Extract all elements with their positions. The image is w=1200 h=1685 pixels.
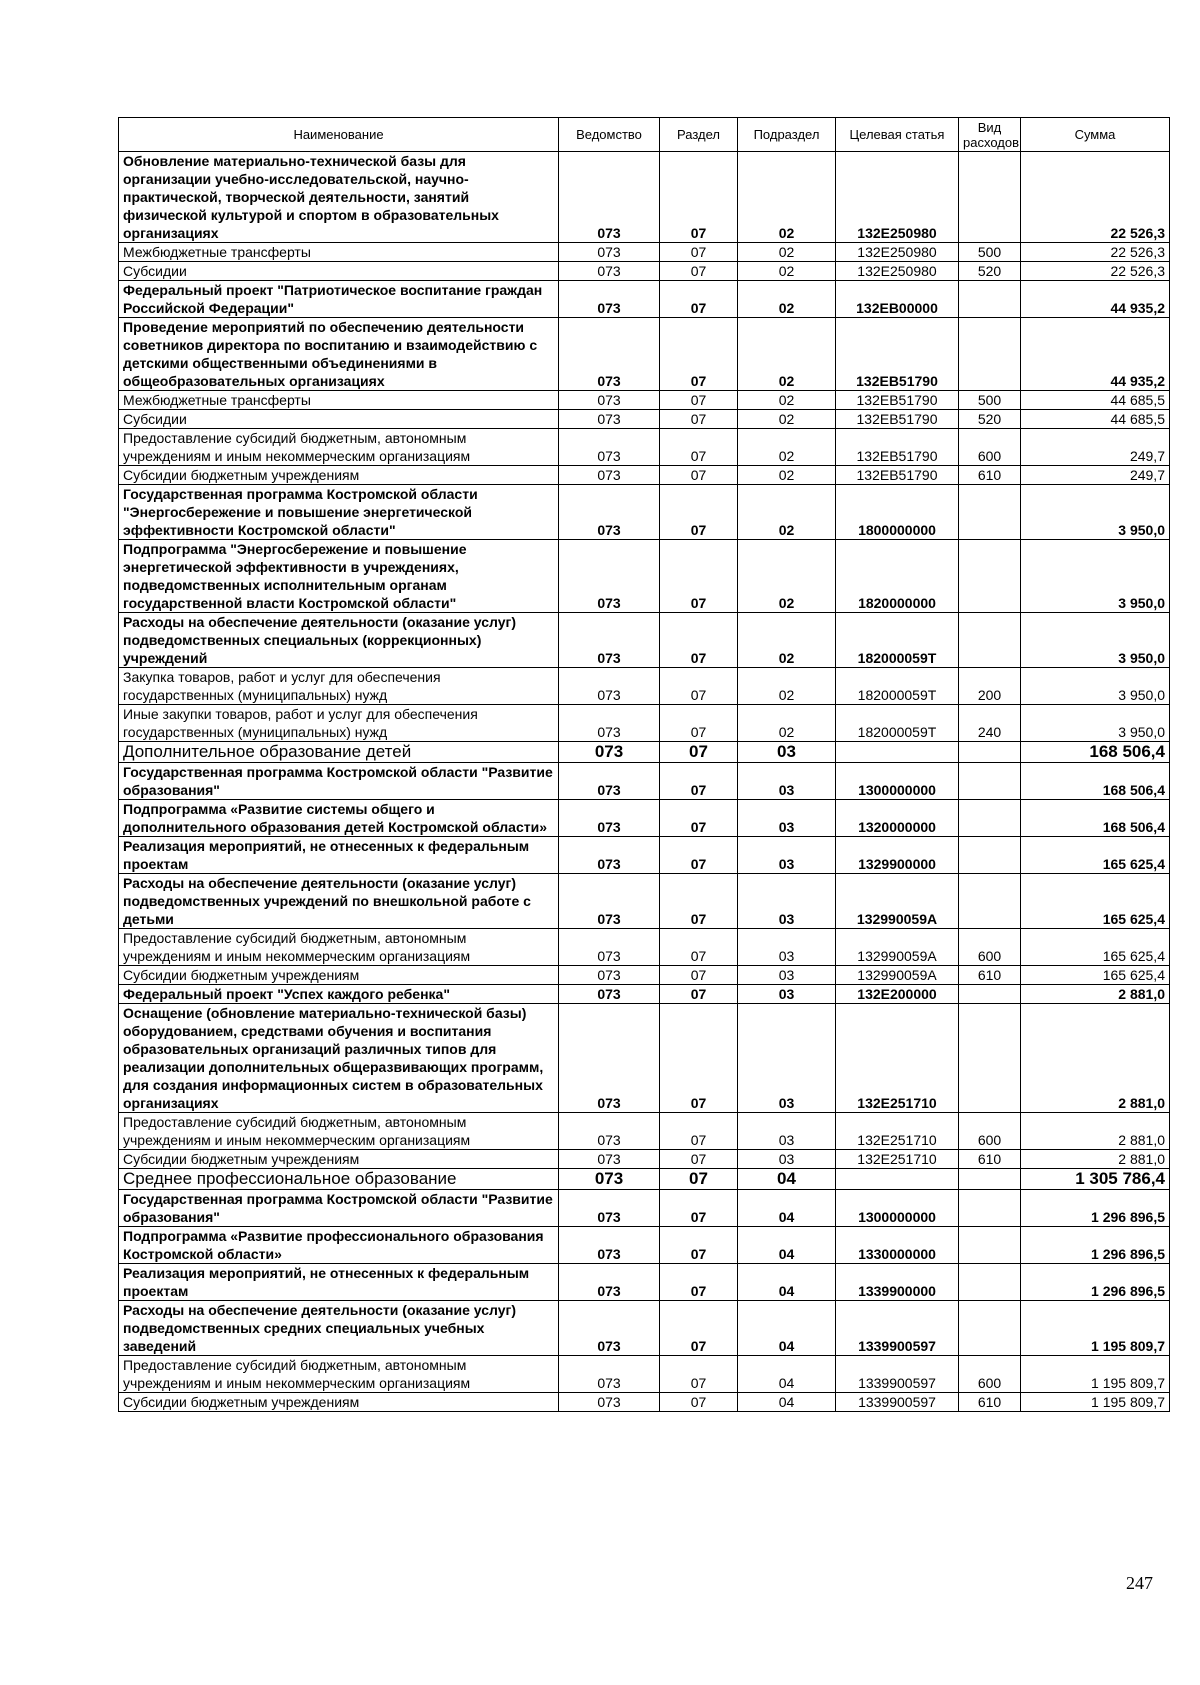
cell-name: Реализация мероприятий, не отнесенных к федеральным проектам: [119, 1264, 559, 1301]
cell-vedomstvo: 073: [559, 1113, 660, 1150]
cell-podrazdel: 02: [738, 318, 836, 391]
cell-podrazdel: 02: [738, 391, 836, 410]
cell-name: Государственная программа Костромской области "Энергосбережение и повышение энергетической эффективности Костромской области": [119, 485, 559, 540]
cell-summa: 3 950,0: [1021, 485, 1170, 540]
cell-name: Субсидии бюджетным учреждениям: [119, 966, 559, 985]
cell-name: Межбюджетные трансферты: [119, 243, 559, 262]
header-razdel: Раздел: [660, 118, 738, 152]
cell-name: Субсидии: [119, 262, 559, 281]
cell-podrazdel: 02: [738, 485, 836, 540]
cell-vedomstvo: 073: [559, 1150, 660, 1169]
table-row: [119, 243, 1170, 262]
cell-razdel: 07: [660, 1150, 738, 1169]
cell-celevaya-statya: 132EB51790: [836, 410, 959, 429]
cell-summa: 165 625,4: [1021, 837, 1170, 874]
table-row: [119, 410, 1170, 429]
cell-vedomstvo: 073: [559, 1227, 660, 1264]
table-row: [119, 742, 1170, 763]
table-row: [119, 1301, 1170, 1356]
cell-summa: 1 305 786,4: [1021, 1169, 1170, 1190]
cell-vid-rashodov: [959, 281, 1021, 318]
cell-podrazdel: 03: [738, 837, 836, 874]
cell-celevaya-statya: 132990059А: [836, 874, 959, 929]
table-row: [119, 1113, 1170, 1150]
cell-vid-rashodov: [959, 613, 1021, 668]
cell-summa: 168 506,4: [1021, 800, 1170, 837]
cell-celevaya-statya: 132EB51790: [836, 318, 959, 391]
cell-summa: 2 881,0: [1021, 1004, 1170, 1113]
table-row: [119, 668, 1170, 705]
cell-vedomstvo: 073: [559, 1356, 660, 1393]
cell-podrazdel: 02: [738, 262, 836, 281]
cell-celevaya-statya: 132E250980: [836, 152, 959, 243]
cell-name: Расходы на обеспечение деятельности (оказание услуг) подведомственных учреждений по внешкольной работе с детьми: [119, 874, 559, 929]
cell-summa: 1 296 896,5: [1021, 1227, 1170, 1264]
cell-summa: 1 296 896,5: [1021, 1190, 1170, 1227]
cell-vedomstvo: 073: [559, 613, 660, 668]
cell-vedomstvo: 073: [559, 391, 660, 410]
cell-celevaya-statya: 132990059А: [836, 966, 959, 985]
cell-celevaya-statya: 1339900597: [836, 1393, 959, 1412]
cell-podrazdel: 02: [738, 410, 836, 429]
cell-podrazdel: 03: [738, 1150, 836, 1169]
cell-podrazdel: 03: [738, 966, 836, 985]
cell-name: Федеральный проект "Успех каждого ребенка": [119, 985, 559, 1004]
cell-name: Предоставление субсидий бюджетным, автономным учреждениям и иным некоммерческим организациям: [119, 929, 559, 966]
cell-podrazdel: 03: [738, 929, 836, 966]
cell-name: Субсидии бюджетным учреждениям: [119, 1150, 559, 1169]
table-row: [119, 1227, 1170, 1264]
cell-podrazdel: 02: [738, 466, 836, 485]
cell-podrazdel: 03: [738, 1113, 836, 1150]
cell-summa: 3 950,0: [1021, 705, 1170, 742]
cell-vid-rashodov: 520: [959, 262, 1021, 281]
cell-vid-rashodov: [959, 1190, 1021, 1227]
cell-vedomstvo: 073: [559, 410, 660, 429]
table-row: [119, 1264, 1170, 1301]
cell-celevaya-statya: 182000059Т: [836, 705, 959, 742]
cell-razdel: 07: [660, 874, 738, 929]
table-row: [119, 318, 1170, 391]
cell-celevaya-statya: [836, 742, 959, 763]
cell-summa: 22 526,3: [1021, 262, 1170, 281]
cell-vedomstvo: 073: [559, 705, 660, 742]
cell-podrazdel: 02: [738, 613, 836, 668]
cell-name: Обновление материально-технической базы для организации учебно-исследовательской, научно-практической, творческой деятельности, занятий физической культурой и спортом в образовательных организациях: [119, 152, 559, 243]
cell-podrazdel: 04: [738, 1393, 836, 1412]
cell-vedomstvo: 073: [559, 243, 660, 262]
cell-vid-rashodov: 600: [959, 1356, 1021, 1393]
cell-celevaya-statya: 132EB51790: [836, 429, 959, 466]
cell-summa: 2 881,0: [1021, 1113, 1170, 1150]
cell-vid-rashodov: [959, 152, 1021, 243]
cell-razdel: 07: [660, 262, 738, 281]
cell-podrazdel: 04: [738, 1356, 836, 1393]
cell-vid-rashodov: [959, 1301, 1021, 1356]
cell-podrazdel: 03: [738, 742, 836, 763]
cell-summa: 249,7: [1021, 429, 1170, 466]
cell-name: Реализация мероприятий, не отнесенных к федеральным проектам: [119, 837, 559, 874]
cell-summa: 168 506,4: [1021, 763, 1170, 800]
cell-vedomstvo: 073: [559, 929, 660, 966]
cell-celevaya-statya: 132Е200000: [836, 985, 959, 1004]
cell-podrazdel: 02: [738, 705, 836, 742]
cell-podrazdel: 03: [738, 985, 836, 1004]
cell-vid-rashodov: [959, 1169, 1021, 1190]
cell-podrazdel: 03: [738, 874, 836, 929]
cell-razdel: 07: [660, 763, 738, 800]
cell-podrazdel: 04: [738, 1301, 836, 1356]
cell-name: Субсидии бюджетным учреждениям: [119, 466, 559, 485]
table-row: [119, 262, 1170, 281]
cell-vedomstvo: 073: [559, 152, 660, 243]
cell-celevaya-statya: 1339900597: [836, 1301, 959, 1356]
cell-razdel: 07: [660, 1004, 738, 1113]
cell-razdel: 07: [660, 281, 738, 318]
cell-razdel: 07: [660, 1301, 738, 1356]
cell-summa: 1 296 896,5: [1021, 1264, 1170, 1301]
cell-celevaya-statya: 132990059А: [836, 929, 959, 966]
cell-vid-rashodov: [959, 837, 1021, 874]
cell-vedomstvo: 073: [559, 466, 660, 485]
cell-vedomstvo: 073: [559, 966, 660, 985]
cell-celevaya-statya: 1800000000: [836, 485, 959, 540]
cell-celevaya-statya: 1820000000: [836, 540, 959, 613]
cell-razdel: 07: [660, 466, 738, 485]
cell-summa: 165 625,4: [1021, 874, 1170, 929]
cell-razdel: 07: [660, 985, 738, 1004]
cell-celevaya-statya: [836, 1169, 959, 1190]
cell-razdel: 07: [660, 929, 738, 966]
table-row: [119, 540, 1170, 613]
cell-summa: 3 950,0: [1021, 668, 1170, 705]
cell-celevaya-statya: 132E250980: [836, 262, 959, 281]
table-row: [119, 152, 1170, 243]
cell-celevaya-statya: 132E251710: [836, 1150, 959, 1169]
cell-vedomstvo: 073: [559, 485, 660, 540]
cell-vid-rashodov: [959, 742, 1021, 763]
cell-razdel: 07: [660, 429, 738, 466]
cell-vid-rashodov: 500: [959, 391, 1021, 410]
cell-vid-rashodov: 610: [959, 1393, 1021, 1412]
cell-podrazdel: 04: [738, 1190, 836, 1227]
cell-razdel: 07: [660, 243, 738, 262]
cell-name: Подпрограмма "Энергосбережение и повышение энергетической эффективности в учреждениях, подведомственных исполнительным органам государственной власти Костромской области": [119, 540, 559, 613]
cell-vid-rashodov: 240: [959, 705, 1021, 742]
cell-razdel: 07: [660, 1356, 738, 1393]
cell-celevaya-statya: 132EB00000: [836, 281, 959, 318]
cell-summa: 44 685,5: [1021, 410, 1170, 429]
cell-vid-rashodov: 600: [959, 429, 1021, 466]
cell-name: Иные закупки товаров, работ и услуг для обеспечения государственных (муниципальных) нужд: [119, 705, 559, 742]
cell-vedomstvo: 073: [559, 800, 660, 837]
table-row: [119, 837, 1170, 874]
cell-celevaya-statya: 1339900000: [836, 1264, 959, 1301]
cell-vedomstvo: 073: [559, 318, 660, 391]
cell-razdel: 07: [660, 391, 738, 410]
cell-podrazdel: 02: [738, 243, 836, 262]
table-row: [119, 763, 1170, 800]
cell-name: Государственная программа Костромской области "Развитие образования": [119, 763, 559, 800]
cell-podrazdel: 04: [738, 1227, 836, 1264]
cell-vedomstvo: 073: [559, 742, 660, 763]
cell-name: Подпрограмма «Развитие системы общего и дополнительного образования детей Костромской области»: [119, 800, 559, 837]
cell-summa: 1 195 809,7: [1021, 1393, 1170, 1412]
cell-podrazdel: 03: [738, 800, 836, 837]
cell-summa: 165 625,4: [1021, 966, 1170, 985]
header-podrazdel: Подраздел: [738, 118, 836, 152]
cell-vedomstvo: 073: [559, 985, 660, 1004]
cell-vid-rashodov: 610: [959, 466, 1021, 485]
cell-celevaya-statya: 132E250980: [836, 243, 959, 262]
cell-vid-rashodov: [959, 763, 1021, 800]
table-row: [119, 429, 1170, 466]
cell-summa: 168 506,4: [1021, 742, 1170, 763]
cell-name: Подпрограмма «Развитие профессионального образования Костромской области»: [119, 1227, 559, 1264]
table-row: [119, 705, 1170, 742]
cell-razdel: 07: [660, 1190, 738, 1227]
cell-razdel: 07: [660, 410, 738, 429]
cell-celevaya-statya: 1320000000: [836, 800, 959, 837]
budget-table: [118, 117, 1170, 1412]
header-name: Наименование: [119, 118, 559, 152]
cell-celevaya-statya: 132E251710: [836, 1004, 959, 1113]
cell-vid-rashodov: 520: [959, 410, 1021, 429]
cell-summa: 22 526,3: [1021, 152, 1170, 243]
cell-summa: 44 685,5: [1021, 391, 1170, 410]
cell-podrazdel: 02: [738, 152, 836, 243]
cell-celevaya-statya: 182000059Т: [836, 613, 959, 668]
cell-summa: 22 526,3: [1021, 243, 1170, 262]
cell-vid-rashodov: 500: [959, 243, 1021, 262]
cell-vedomstvo: 073: [559, 837, 660, 874]
cell-vid-rashodov: [959, 318, 1021, 391]
cell-vedomstvo: 073: [559, 429, 660, 466]
cell-podrazdel: 03: [738, 1004, 836, 1113]
table-row: [119, 1004, 1170, 1113]
cell-name: Проведение мероприятий по обеспечению деятельности советников директора по воспитанию и взаимодействию с детскими общественными объединениями в общеобразовательных организациях: [119, 318, 559, 391]
table-row: [119, 874, 1170, 929]
cell-vid-rashodov: 200: [959, 668, 1021, 705]
table-row: [119, 613, 1170, 668]
cell-vedomstvo: 073: [559, 874, 660, 929]
header-summa: Сумма: [1021, 118, 1170, 152]
cell-name: Субсидии: [119, 410, 559, 429]
cell-razdel: 07: [660, 152, 738, 243]
cell-podrazdel: 02: [738, 668, 836, 705]
cell-podrazdel: 04: [738, 1264, 836, 1301]
cell-name: Предоставление субсидий бюджетным, автономным учреждениям и иным некоммерческим организациям: [119, 429, 559, 466]
cell-razdel: 07: [660, 613, 738, 668]
cell-vedomstvo: 073: [559, 1004, 660, 1113]
cell-podrazdel: 02: [738, 429, 836, 466]
table-body: [119, 152, 1170, 1412]
cell-vid-rashodov: 610: [959, 1150, 1021, 1169]
cell-summa: 1 195 809,7: [1021, 1301, 1170, 1356]
cell-razdel: 07: [660, 1169, 738, 1190]
cell-summa: 3 950,0: [1021, 540, 1170, 613]
cell-name: Государственная программа Костромской области "Развитие образования": [119, 1190, 559, 1227]
cell-razdel: 07: [660, 837, 738, 874]
cell-name: Дополнительное образование детей: [119, 742, 559, 763]
header-vid-rashodov: Вид расходов: [959, 118, 1021, 152]
cell-summa: 44 935,2: [1021, 318, 1170, 391]
cell-vid-rashodov: 600: [959, 929, 1021, 966]
cell-razdel: 07: [660, 318, 738, 391]
table-row: [119, 985, 1170, 1004]
cell-celevaya-statya: 1300000000: [836, 763, 959, 800]
cell-summa: 44 935,2: [1021, 281, 1170, 318]
cell-razdel: 07: [660, 1393, 738, 1412]
cell-vid-rashodov: [959, 985, 1021, 1004]
cell-celevaya-statya: 1329900000: [836, 837, 959, 874]
table-row: [119, 485, 1170, 540]
cell-razdel: 07: [660, 705, 738, 742]
cell-vid-rashodov: [959, 1264, 1021, 1301]
cell-podrazdel: 02: [738, 540, 836, 613]
cell-razdel: 07: [660, 1264, 738, 1301]
cell-celevaya-statya: 132EB51790: [836, 466, 959, 485]
table-row: [119, 800, 1170, 837]
table-row: [119, 466, 1170, 485]
cell-vedomstvo: 073: [559, 1169, 660, 1190]
cell-razdel: 07: [660, 485, 738, 540]
cell-razdel: 07: [660, 1227, 738, 1264]
cell-razdel: 07: [660, 966, 738, 985]
cell-name: Закупка товаров, работ и услуг для обеспечения государственных (муниципальных) нужд: [119, 668, 559, 705]
table-row: [119, 1190, 1170, 1227]
cell-name: Расходы на обеспечение деятельности (оказание услуг) подведомственных специальных (коррекционных) учреждений: [119, 613, 559, 668]
cell-vedomstvo: 073: [559, 1190, 660, 1227]
cell-celevaya-statya: 182000059Т: [836, 668, 959, 705]
header-celevaya-statya: Целевая статья: [836, 118, 959, 152]
cell-name: Среднее профессиональное образование: [119, 1169, 559, 1190]
cell-name: Оснащение (обновление материально-технической базы) оборудованием, средствами обучения и воспитания образовательных организаций различных типов для реализации дополнительных общеразвивающих программ, для создания информационных систем в образовательных организациях: [119, 1004, 559, 1113]
cell-podrazdel: 02: [738, 281, 836, 318]
table-row: [119, 929, 1170, 966]
cell-vedomstvo: 073: [559, 1393, 660, 1412]
table-row: [119, 1169, 1170, 1190]
cell-vedomstvo: 073: [559, 763, 660, 800]
cell-podrazdel: 03: [738, 763, 836, 800]
cell-vid-rashodov: [959, 485, 1021, 540]
cell-vid-rashodov: 600: [959, 1113, 1021, 1150]
cell-celevaya-statya: 1330000000: [836, 1227, 959, 1264]
cell-summa: 165 625,4: [1021, 929, 1170, 966]
cell-razdel: 07: [660, 1113, 738, 1150]
cell-vid-rashodov: [959, 1227, 1021, 1264]
cell-razdel: 07: [660, 800, 738, 837]
cell-name: Предоставление субсидий бюджетным, автономным учреждениям и иным некоммерческим организациям: [119, 1113, 559, 1150]
cell-vedomstvo: 073: [559, 281, 660, 318]
cell-vid-rashodov: [959, 1004, 1021, 1113]
cell-vedomstvo: 073: [559, 540, 660, 613]
cell-vid-rashodov: [959, 874, 1021, 929]
cell-celevaya-statya: 1300000000: [836, 1190, 959, 1227]
cell-name: Предоставление субсидий бюджетным, автономным учреждениям и иным некоммерческим организациям: [119, 1356, 559, 1393]
cell-podrazdel: 04: [738, 1169, 836, 1190]
cell-vedomstvo: 073: [559, 668, 660, 705]
cell-razdel: 07: [660, 742, 738, 763]
cell-name: Федеральный проект "Патриотическое воспитание граждан Российской Федерации": [119, 281, 559, 318]
cell-name: Субсидии бюджетным учреждениям: [119, 1393, 559, 1412]
cell-summa: 3 950,0: [1021, 613, 1170, 668]
cell-razdel: 07: [660, 540, 738, 613]
cell-vedomstvo: 073: [559, 1301, 660, 1356]
cell-celevaya-statya: 1339900597: [836, 1356, 959, 1393]
cell-name: Межбюджетные трансферты: [119, 391, 559, 410]
header-vedomstvo: Ведомство: [559, 118, 660, 152]
table-row: [119, 1356, 1170, 1393]
cell-summa: 1 195 809,7: [1021, 1356, 1170, 1393]
cell-vid-rashodov: [959, 800, 1021, 837]
table-row: [119, 1393, 1170, 1412]
cell-celevaya-statya: 132E251710: [836, 1113, 959, 1150]
page-number: 247: [1126, 1573, 1153, 1593]
cell-summa: 249,7: [1021, 466, 1170, 485]
table-row: [119, 966, 1170, 985]
cell-name: Расходы на обеспечение деятельности (оказание услуг) подведомственных средних специальных учебных заведений: [119, 1301, 559, 1356]
table-header-row: [119, 118, 1170, 152]
table-row: [119, 281, 1170, 318]
table-row: [119, 391, 1170, 410]
cell-celevaya-statya: 132EB51790: [836, 391, 959, 410]
cell-razdel: 07: [660, 668, 738, 705]
cell-vid-rashodov: [959, 540, 1021, 613]
table-row: [119, 1150, 1170, 1169]
cell-vid-rashodov: 610: [959, 966, 1021, 985]
cell-summa: 2 881,0: [1021, 1150, 1170, 1169]
cell-summa: 2 881,0: [1021, 985, 1170, 1004]
cell-vedomstvo: 073: [559, 262, 660, 281]
cell-vedomstvo: 073: [559, 1264, 660, 1301]
